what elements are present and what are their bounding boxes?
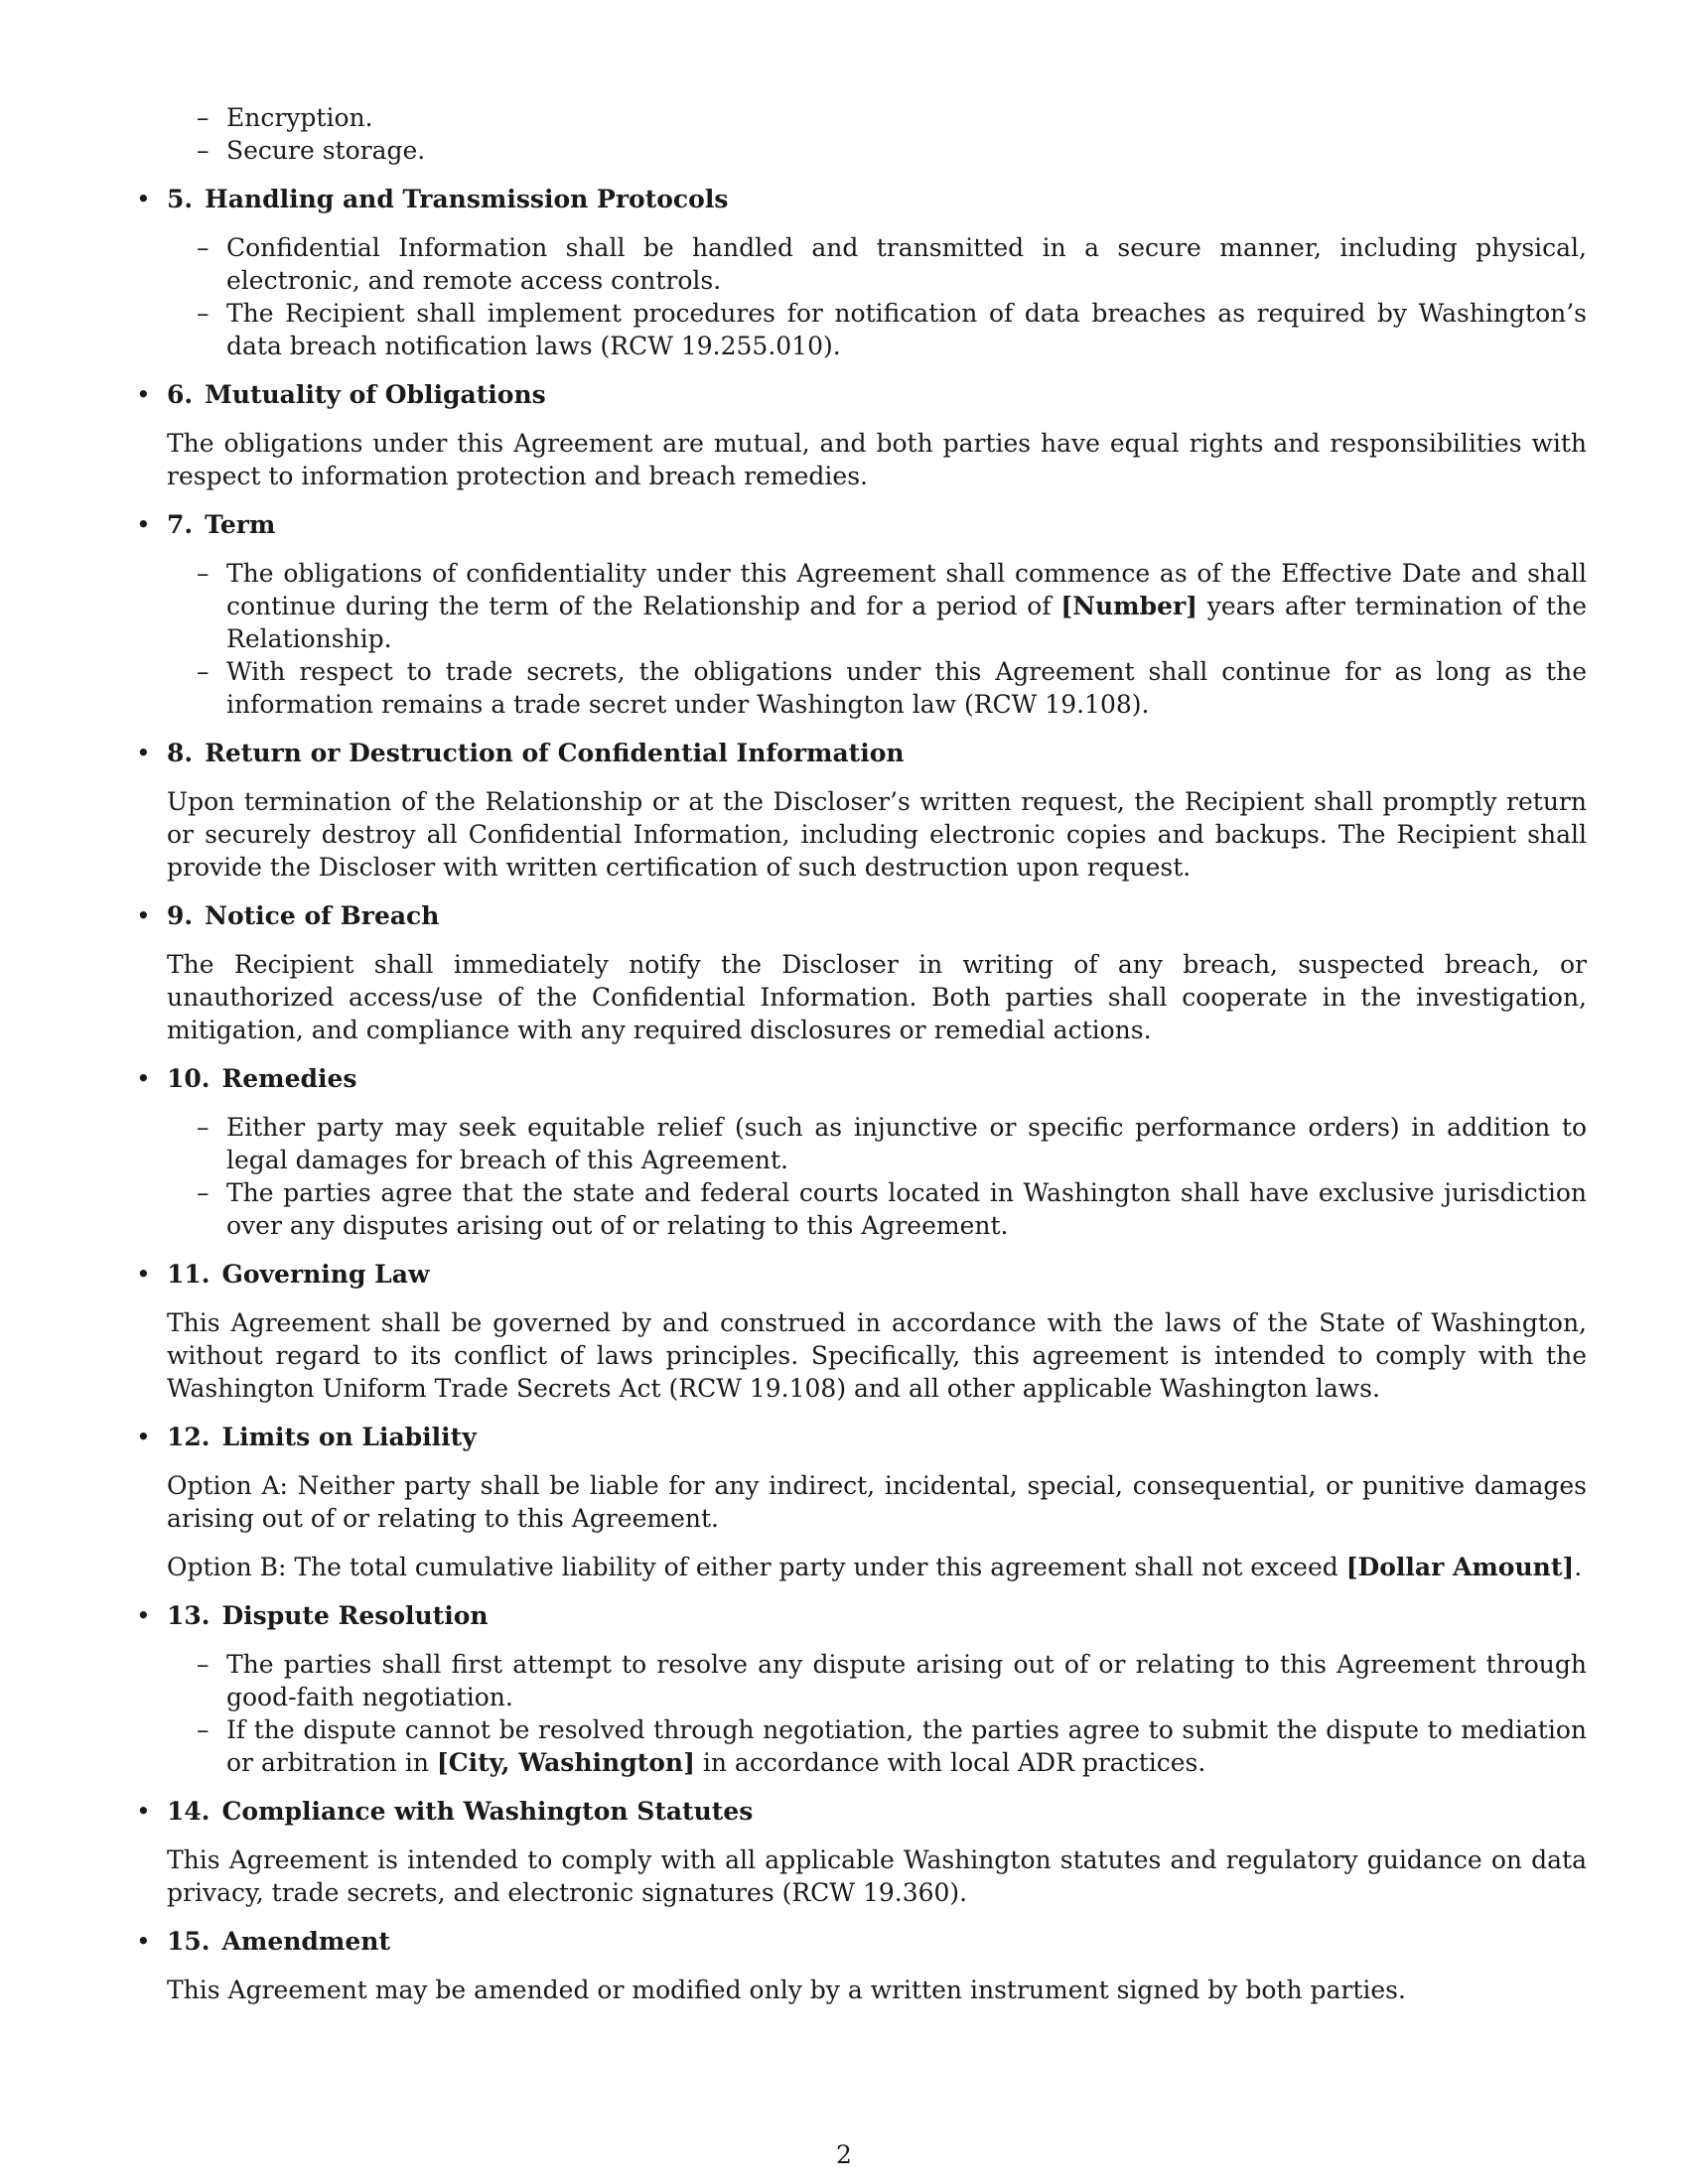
section-heading [136,737,1587,769]
placeholder-field: [City, Washington] [436,1748,695,1777]
section-heading [136,183,1587,215]
section-title: Amendment [221,1927,390,1956]
section-13 [136,1599,1587,1779]
list-item: – The Recipient shall implement procedures for notification of data breaches as required by Washington’s data breach notification laws (RCW 19.255.010). [167,297,1587,362]
section-paragraph: This Agreement shall be governed by and construed in accordance with the laws of the State of Washington, without regard to its conflict of laws principles. Specifically, this agreement is intended to comply with the Washington Uniform Trade Secrets Act (RCW 19.108) and all other applicable Washington laws. [167,1308,1587,1403]
bullet-icon: • [136,380,151,409]
item-text: . [1574,1553,1583,1581]
section-list [167,1111,1587,1242]
section-heading [136,378,1587,411]
item-text: Option B: The total cumulative liability of either party under this agreement shall not exceed [167,1553,1346,1581]
section-title: Limits on Liability [221,1423,477,1451]
section-heading [136,1258,1587,1291]
section-heading [136,1062,1587,1095]
document-body [136,101,1587,2006]
section-heading [136,1599,1587,1632]
section-number: 15. [167,1927,211,1956]
section-number: 9. [167,901,194,930]
item-text: years after termination of the Relationship. [226,592,1587,653]
bullet-icon: • [136,1927,151,1956]
section-11 [136,1258,1587,1405]
section-8 [136,737,1587,884]
bullet-icon: • [136,1064,151,1093]
section-paragraph: The obligations under this Agreement are mutual, and both parties have equal rights and responsibilities with respect to information protection and breach remedies. [167,429,1587,490]
section-5 [136,183,1587,362]
list-item: – Confidential Information shall be handled and transmitted in a secure manner, including physical, electronic, and remote access controls. [167,231,1587,297]
section-9 [136,899,1587,1046]
section-number: 14. [167,1797,211,1826]
section-list [167,231,1587,362]
section-6 [136,378,1587,492]
bullet-icon: • [136,1260,151,1289]
bullet-icon: • [136,1797,151,1826]
bullet-icon: • [136,185,151,213]
bullet-icon: • [136,1601,151,1630]
section-paragraph: This Agreement is intended to comply with all applicable Washington statutes and regulatory guidance on data privacy, trade secrets, and electronic signatures (RCW 19.360). [167,1845,1587,1907]
list-item: – Either party may seek equitable relief (such as injunctive or specific performance orders) in addition to legal damages for breach of this Agreement. [167,1111,1587,1176]
section-number: 8. [167,739,194,767]
bullet-icon: • [136,1423,151,1451]
section-title: Governing Law [221,1260,430,1289]
section-heading [136,1795,1587,1828]
bullet-icon: • [136,901,151,930]
section-list [167,1648,1587,1779]
section-title: Return or Destruction of Confidential Information [205,739,905,767]
carryover-list [167,101,1587,167]
section-title: Mutuality of Obligations [205,380,546,409]
section-title: Handling and Transmission Protocols [205,185,729,213]
list-item: – Secure storage. [167,134,1587,167]
list-item: – The parties shall first attempt to resolve any dispute arising out of or relating to this Agreement through good-faith negotiation. [167,1648,1587,1713]
section-heading [136,508,1587,541]
option-b-paragraph [167,1551,1587,1583]
section-paragraph: Upon termination of the Relationship or at the Discloser’s written request, the Recipient shall promptly return or securely destroy all Confidential Information, including electronic copies and backups. The Recipient shall provide the Discloser with written certification of such destruction upon request. [167,787,1587,882]
list-item: – With respect to trade secrets, the obligations under this Agreement shall continue for as long as the information remains a trade secret under Washington law (RCW 19.108). [167,655,1587,721]
section-heading [136,1421,1587,1453]
section-title: Compliance with Washington Statutes [221,1797,754,1826]
section-number: 11. [167,1260,211,1289]
bullet-icon: • [136,739,151,767]
section-number: 12. [167,1423,211,1451]
item-text: If the dispute cannot be resolved through negotiation, the parties agree to submit the dispute to mediation or arbitration in [226,1715,1587,1777]
section-number: 13. [167,1601,211,1630]
section-number: 5. [167,185,194,213]
list-item [167,1713,1587,1779]
section-list [167,557,1587,721]
section-paragraph: This Agreement may be amended or modified only by a written instrument signed by both parties. [167,1976,1406,2004]
item-text: in accordance with local ADR practices. [694,1748,1206,1777]
placeholder-field: [Number] [1060,592,1198,620]
section-15 [136,1925,1587,2006]
section-10 [136,1062,1587,1242]
list-item [167,557,1587,655]
section-heading [136,1925,1587,1958]
section-14 [136,1795,1587,1909]
section-title: Term [205,510,276,539]
section-number: 10. [167,1064,211,1093]
item-text: The obligations of confidentiality under this Agreement shall commence as of the Effective Date and shall continue during the term of the Relationship and for a period of [226,559,1587,620]
section-paragraph: The Recipient shall immediately notify the Discloser in writing of any breach, suspected breach, or unauthorized access/use of the Confidential Information. Both parties shall cooperate in the investigation, mitigation, and compliance with any required disclosures or remedial actions. [167,950,1587,1044]
placeholder-field: [Dollar Amount] [1345,1553,1575,1581]
section-title: Remedies [221,1064,357,1093]
option-a-paragraph: Option A: Neither party shall be liable for any indirect, incidental, special, consequential, or punitive damages arising out of or relating to this Agreement. [167,1471,1587,1533]
list-item: – The parties agree that the state and federal courts located in Washington shall have exclusive jurisdiction over any disputes arising out of or relating to this Agreement. [167,1176,1587,1242]
section-title: Dispute Resolution [221,1601,489,1630]
section-title: Notice of Breach [205,901,440,930]
bullet-icon: • [136,510,151,539]
section-7 [136,508,1587,721]
list-item: – Encryption. [167,101,1587,134]
section-number: 7. [167,510,194,539]
page-number: 2 [836,2140,852,2169]
section-12 [136,1421,1587,1583]
section-number: 6. [167,380,194,409]
section-heading [136,899,1587,932]
